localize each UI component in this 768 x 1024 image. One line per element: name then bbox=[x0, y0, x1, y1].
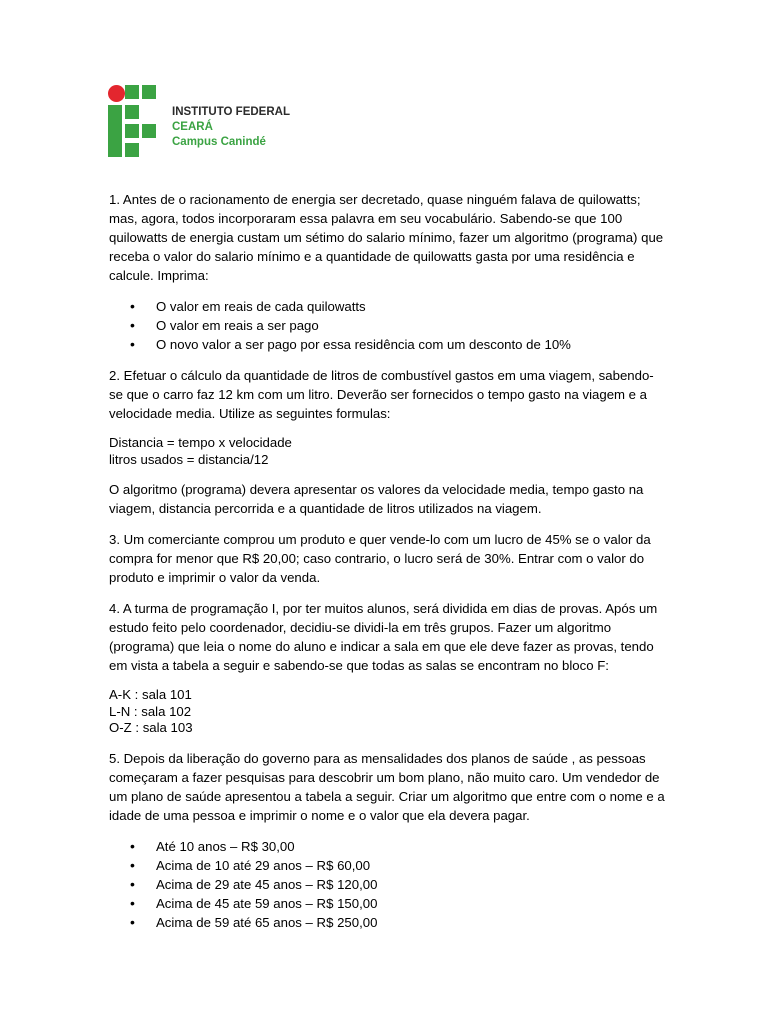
logo-square bbox=[125, 105, 139, 119]
question-2-formulas bbox=[109, 435, 665, 468]
room-row: O-Z : sala 103 bbox=[109, 720, 193, 735]
list-item: • Até 10 anos – R$ 30,00 bbox=[109, 837, 665, 856]
logo-red-dot bbox=[108, 85, 125, 102]
question-2-text: 2. Efetuar o cálculo da quantidade de litros de combustível gastos em uma viagem, sabendo-se que o carro faz 12 km com um litro. Deverão ser fornecidos o tempo gasto na viagem e a velocidade media. Utilize as seguintes formulas: bbox=[109, 368, 654, 421]
question-4-text: 4. A turma de programação I, por ter muitos alunos, será dividida em dias de provas. Após um estudo feito pelo coordenador, decidiu-se dividi-la em três grupos. Fazer um algoritmo (programa) que leia o nome do aluno e indicar a sala em que ele deve fazer as provas, tendo em vista a tabela a seguir e sabendo-se que todas as salas se encontram no bloco F: bbox=[109, 601, 658, 673]
logo-square bbox=[125, 143, 139, 157]
list-item: • Acima de 45 ate 59 anos – R$ 150,00 bbox=[109, 894, 665, 913]
list-item: • O novo valor a ser pago por essa residência com um desconto de 10% bbox=[109, 335, 665, 354]
question-5-text: 5. Depois da liberação do governo para as mensalidades dos planos de saúde , as pessoas começaram a fazer pesquisas para descobrir um bom plano, não muito caro. Um vendedor de um plano de saúde apresentou a tabela a seguir. Criar um algoritmo que entre com o nome e a idade de uma pessoa e imprimir o nome e o valor que ela devera pagar. bbox=[109, 750, 665, 823]
list-item: • Acima de 29 ate 45 anos – R$ 120,00 bbox=[109, 875, 665, 894]
logo-campus: Campus Canindé bbox=[172, 136, 266, 148]
question-5-price-list bbox=[109, 837, 665, 932]
document-body bbox=[109, 190, 665, 944]
logo-institution-name: INSTITUTO FEDERAL bbox=[172, 106, 290, 118]
question-4-rooms bbox=[109, 687, 665, 737]
logo-text bbox=[172, 105, 290, 150]
question-1-list bbox=[109, 297, 665, 354]
logo-bar bbox=[108, 105, 122, 157]
list-item: • O valor em reais de cada quilowatts bbox=[109, 297, 665, 316]
formula-distance: Distancia = tempo x velocidade bbox=[109, 435, 292, 450]
question-2-output: O algoritmo (programa) devera apresentar os valores da velocidade media, tempo gasto na viagem, distancia percorrida e a quantidade de litros utilizados na viagem. bbox=[109, 482, 644, 516]
logo-mark bbox=[108, 85, 156, 157]
room-row: L-N : sala 102 bbox=[109, 703, 192, 719]
institution-logo bbox=[108, 85, 308, 157]
logo-state: CEARÁ bbox=[172, 121, 213, 133]
question-1-text: 1. Antes de o racionamento de energia ser decretado, quase ninguém falava de quilowatts; mas, agora, todos incorporaram essa palavra em seu vocabulário. Sabendo-se que 100 quilowatts de energia custam um sétimo do salario mínimo, fazer um algoritmo (programa) que receba o valor do salario mínimo e a quantidade de quilowatts gasta por uma residência e calcule. Imprima: bbox=[109, 192, 664, 283]
list-item: • Acima de 10 até 29 anos – R$ 60,00 bbox=[109, 856, 665, 875]
list-item: • O valor em reais a ser pago bbox=[109, 316, 665, 335]
logo-square bbox=[142, 124, 156, 138]
room-row: A-K : sala 101 bbox=[109, 687, 192, 702]
formula-liters: litros usados = distancia/12 bbox=[109, 451, 269, 467]
logo-square bbox=[142, 85, 156, 99]
question-3-text: 3. Um comerciante comprou um produto e quer vende-lo com um lucro de 45% se o valor da compra for menor que R$ 20,00; caso contrario, o lucro será de 30%. Entrar com o valor do produto e imprimir o valor da venda. bbox=[109, 532, 651, 585]
logo-square bbox=[125, 124, 139, 138]
list-item: • Acima de 59 até 65 anos – R$ 250,00 bbox=[109, 913, 665, 932]
logo-square bbox=[125, 85, 139, 99]
